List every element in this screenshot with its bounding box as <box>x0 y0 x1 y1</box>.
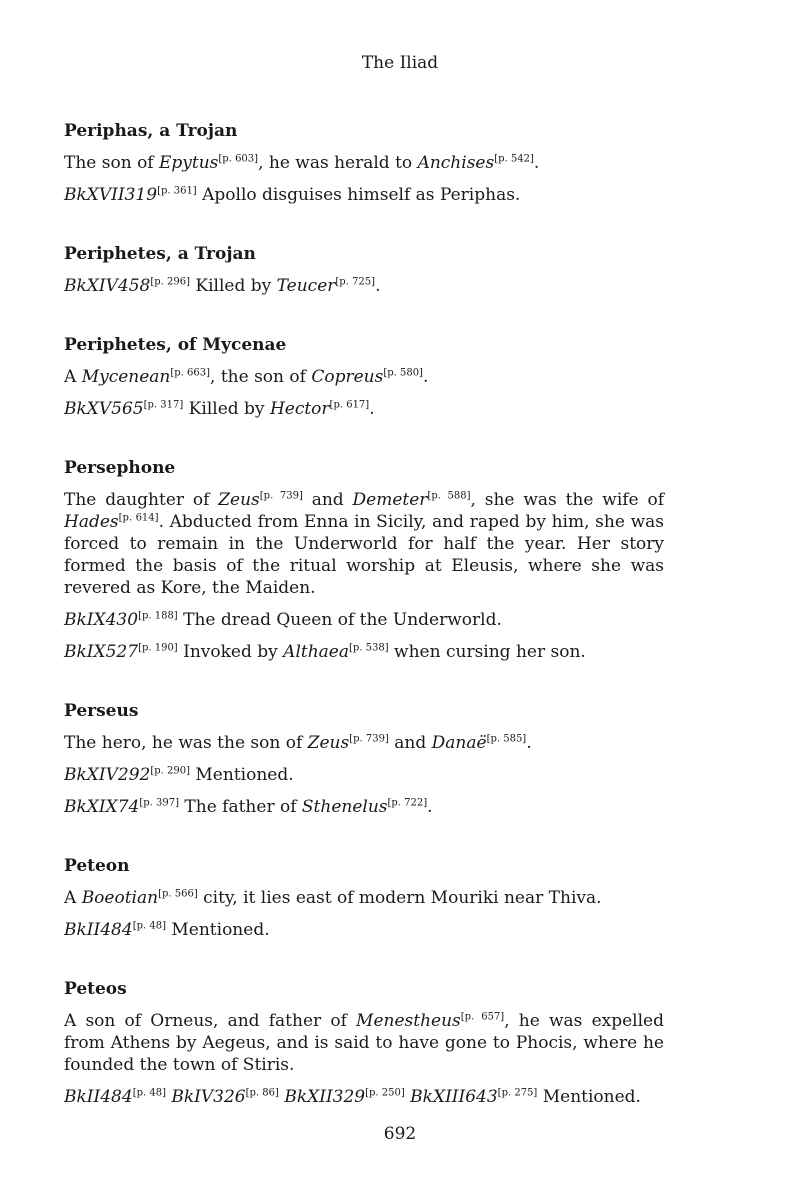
page-reference[interactable]: [p. 48] <box>132 920 166 932</box>
cross-reference-link[interactable]: Copreus <box>311 367 384 387</box>
entry-text: , she was the wife of <box>470 490 664 510</box>
page-reference[interactable]: [p. 722] <box>387 797 428 809</box>
page-reference[interactable]: [p. 663] <box>170 367 211 379</box>
entry-text: when cursing her son. <box>388 642 586 662</box>
book-line-reference[interactable]: BkXIV458 <box>64 276 151 296</box>
running-header: The Iliad <box>361 53 439 73</box>
entry-line <box>64 184 664 206</box>
glossary-entry <box>64 700 664 818</box>
book-line-reference[interactable]: BkXIII643 <box>410 1087 498 1107</box>
entry-text: and <box>388 733 432 753</box>
page-reference[interactable]: [p. 538] <box>349 642 389 654</box>
cross-reference-link[interactable]: Epytus <box>159 153 219 173</box>
page-reference[interactable]: [p. 588] <box>427 490 471 502</box>
glossary-entry <box>64 120 664 206</box>
book-line-reference[interactable]: BkIX430 <box>64 610 139 630</box>
entry-line <box>64 641 664 663</box>
page-reference[interactable]: [p. 48] <box>132 1087 166 1099</box>
glossary-entry <box>64 978 664 1108</box>
entry-text: Mentioned. <box>165 920 270 940</box>
entry-heading: Periphetes, of Mycenae <box>64 335 287 355</box>
entry-text: A son of Orneus, and father of <box>64 1011 357 1031</box>
page-reference[interactable]: [p. 614] <box>118 512 159 524</box>
page-reference[interactable]: [p. 580] <box>383 367 423 379</box>
entry-heading: Peteon <box>64 856 130 876</box>
entry-line <box>64 275 664 297</box>
page-reference[interactable]: [p. 250] <box>365 1087 405 1099</box>
entry-text: A <box>64 367 82 387</box>
entry-line <box>64 732 664 754</box>
entry-text: city, it lies east of modern Mouriki near Thiva. <box>197 888 602 908</box>
cross-reference-link[interactable]: Menestheus <box>356 1011 461 1031</box>
cross-reference-link[interactable]: Althaea <box>283 642 349 662</box>
cross-reference-link[interactable]: Danaë <box>431 733 487 753</box>
entry-heading: Persephone <box>64 458 176 478</box>
entry-line <box>64 152 664 174</box>
cross-reference-link[interactable]: Mycenean <box>81 367 171 387</box>
entry-text: Killed by <box>183 399 270 419</box>
entry-line <box>64 489 664 599</box>
entry-line <box>64 887 664 909</box>
book-line-reference[interactable]: BkIX527 <box>64 642 139 662</box>
page-reference[interactable]: [p. 603] <box>218 153 259 165</box>
entry-heading: Periphas, a Trojan <box>64 121 238 141</box>
cross-reference-link[interactable]: Zeus <box>218 490 260 510</box>
entry-text: Apollo disguises himself as Periphas. <box>196 185 521 205</box>
page-reference[interactable]: [p. 296] <box>150 276 190 288</box>
book-line-reference[interactable]: BkIV326 <box>171 1087 246 1107</box>
entry-line <box>64 609 664 631</box>
book-line-reference[interactable]: BkXII329 <box>284 1087 366 1107</box>
page-reference[interactable]: [p. 739] <box>259 490 303 502</box>
book-line-reference[interactable]: BkXIV292 <box>64 765 151 785</box>
entry-text: The son of <box>64 153 159 173</box>
entry-text: The daughter of <box>64 490 219 510</box>
entry-text: The father of <box>179 797 302 817</box>
cross-reference-link[interactable]: Zeus <box>307 733 350 753</box>
entry-text: . <box>369 399 375 419</box>
book-line-reference[interactable]: BkII484 <box>64 1087 133 1107</box>
entry-text: and <box>302 490 353 510</box>
cross-reference-link[interactable]: Demeter <box>352 490 428 510</box>
entry-text: Invoked by <box>177 642 284 662</box>
entry-text: . <box>375 276 381 296</box>
page-reference[interactable]: [p. 290] <box>150 765 190 777</box>
page-reference[interactable]: [p. 739] <box>349 733 389 745</box>
entry-text: Mentioned. <box>537 1087 641 1107</box>
entry-line <box>64 366 664 388</box>
glossary-entry <box>64 457 664 663</box>
page-reference[interactable]: [p. 361] <box>157 185 197 197</box>
glossary-entry <box>64 855 664 941</box>
book-line-reference[interactable]: BkXVII319 <box>64 185 158 205</box>
entry-text: . <box>533 153 540 173</box>
cross-reference-link[interactable]: Teucer <box>276 276 336 296</box>
book-line-reference[interactable]: BkII484 <box>64 920 133 940</box>
entry-heading: Perseus <box>64 701 139 721</box>
cross-reference-link[interactable]: Anchises <box>417 153 495 173</box>
entry-text: , the son of <box>210 367 312 387</box>
page-reference[interactable]: [p. 617] <box>329 399 370 411</box>
entry-line <box>64 1010 664 1076</box>
entry-text: . <box>526 733 532 753</box>
page-number: 692 <box>383 1124 417 1144</box>
entry-text: A <box>64 888 82 908</box>
page-reference[interactable]: [p. 657] <box>460 1011 505 1023</box>
page-reference[interactable]: [p. 397] <box>139 797 180 809</box>
entry-line <box>64 1086 664 1108</box>
cross-reference-link[interactable]: Hector <box>269 399 330 419</box>
entry-text: , he was expelled from Athens by Aegeus, and is said to have gone to Phocis, where he founded the town of Stiris. <box>64 1011 664 1075</box>
entry-line <box>64 764 664 786</box>
glossary-entry <box>64 334 664 420</box>
entry-text: . Abducted from Enna in Sicily, and raped by him, she was forced to remain in the Underworld for half the year. Her story formed the basis of the ritual worship at Eleusis, where she was revered as Kore, the Maiden. <box>64 512 664 598</box>
glossary-content <box>64 120 664 1145</box>
entry-line <box>64 398 664 420</box>
page-reference[interactable]: [p. 275] <box>497 1087 538 1099</box>
entry-heading: Peteos <box>64 979 127 999</box>
entry-heading: Periphetes, a Trojan <box>64 244 256 264</box>
entry-text: , he was herald to <box>258 153 418 173</box>
page-reference[interactable]: [p. 725] <box>335 276 376 288</box>
page-reference[interactable]: [p. 585] <box>486 733 527 745</box>
entry-line <box>64 919 664 941</box>
cross-reference-link[interactable]: Hades <box>64 512 119 532</box>
page-reference[interactable]: [p. 190] <box>138 642 178 654</box>
entry-text: Killed by <box>190 276 277 296</box>
page-reference[interactable]: [p. 542] <box>494 153 534 165</box>
entry-text: Mentioned. <box>190 765 294 785</box>
entry-text: The hero, he was the son of <box>64 733 308 753</box>
book-line-reference[interactable]: BkXV565 <box>64 399 144 419</box>
page-reference[interactable]: [p. 188] <box>138 610 178 622</box>
glossary-entry <box>64 243 664 297</box>
cross-reference-link[interactable]: Sthenelus <box>301 797 388 817</box>
entry-text: The dread Queen of the Underworld. <box>177 610 502 630</box>
entry-line <box>64 796 664 818</box>
page-reference[interactable]: [p. 317] <box>143 399 184 411</box>
page-reference[interactable]: [p. 566] <box>158 888 198 900</box>
page-reference[interactable]: [p. 86] <box>245 1087 279 1099</box>
entry-text: . <box>422 367 429 387</box>
entry-text: . <box>427 797 433 817</box>
book-line-reference[interactable]: BkXIX74 <box>64 797 140 817</box>
cross-reference-link[interactable]: Boeotian <box>81 888 159 908</box>
